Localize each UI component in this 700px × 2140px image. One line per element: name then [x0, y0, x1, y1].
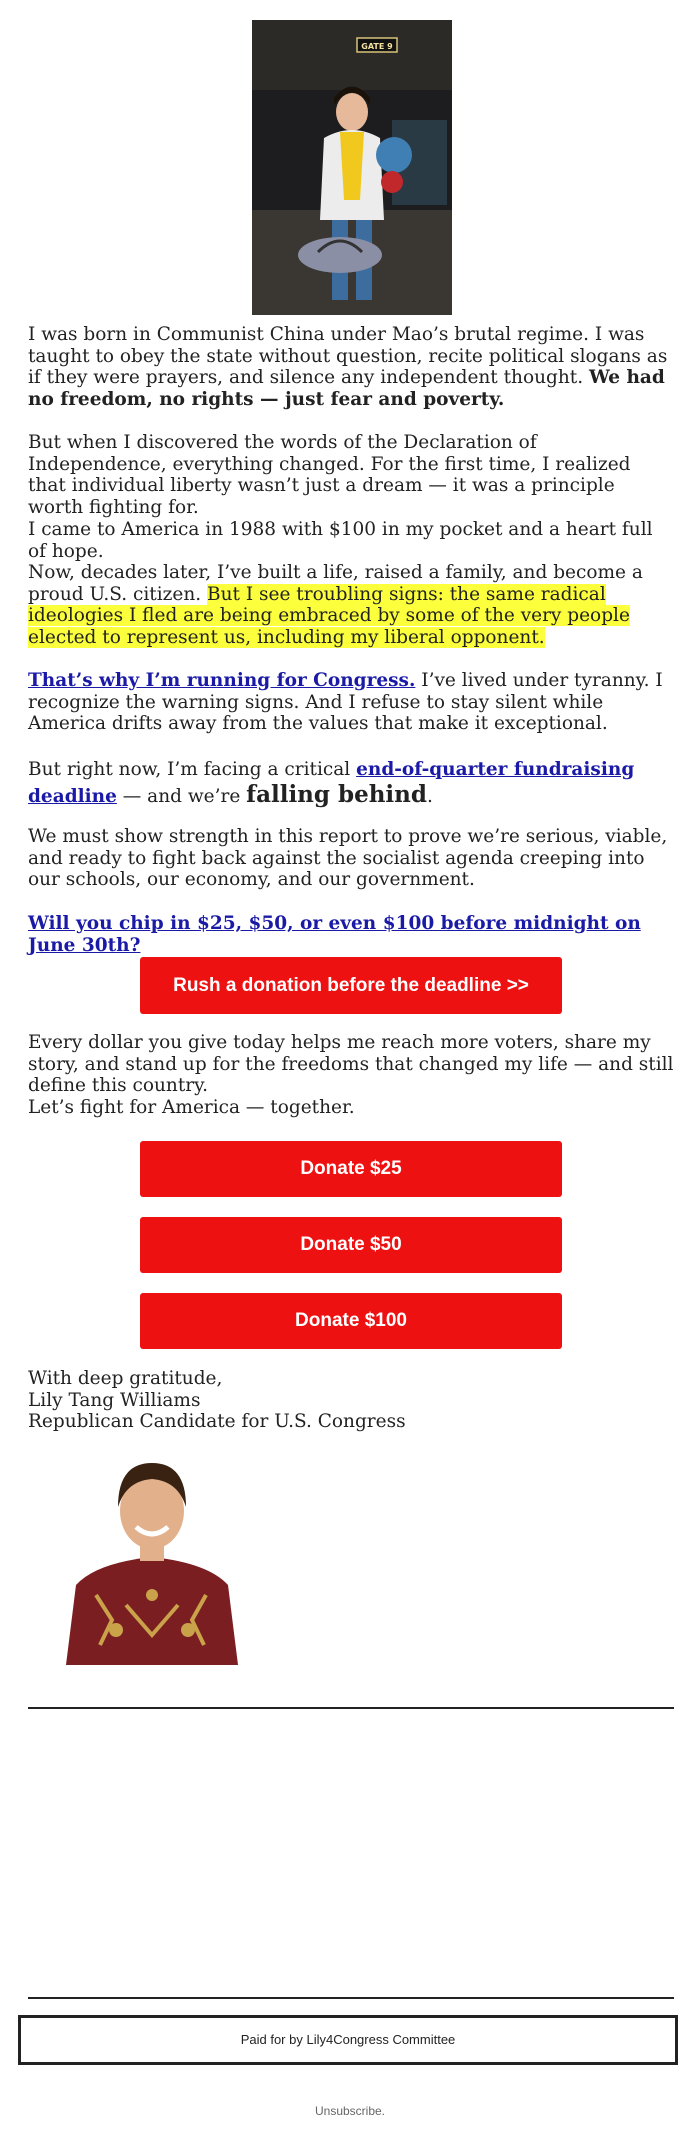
intro-paragraph: I was born in Communist China under Mao’s brutal regime. I was taught to obey the state without question, recite political slogans as if they were prayers, and silence any independent thought. We had no freedom, no rights — just fear and poverty.: [28, 324, 668, 410]
signature-closing: With deep gratitude,: [28, 1368, 223, 1389]
running-paragraph: That’s why I’m running for Congress. I’ve lived under tyranny. I recognize the warning signs. And I refuse to stay silent while America drifts away from the values that make it exceptional.: [28, 670, 663, 734]
ask-paragraph: [28, 913, 674, 956]
signature-name: Lily Tang Williams: [28, 1389, 201, 1411]
divider-bottom: [28, 1997, 674, 1999]
donate-50-button[interactable]: Donate $50: [140, 1217, 562, 1273]
running-for-congress-link[interactable]: That’s why I’m running for Congress.: [28, 670, 416, 691]
airport-photo: [252, 20, 452, 315]
deadline-paragraph: But right now, I’m facing a critical end-of-quarter fundraising deadline — and we’re falling behind.: [28, 759, 635, 808]
donate-25-button[interactable]: Donate $25: [140, 1141, 562, 1197]
paid-for-disclaimer: Paid for by Lily4Congress Committee: [18, 2015, 678, 2065]
falling-behind-text: falling behind: [246, 781, 427, 808]
citizen-paragraph: Now, decades later, I’ve built a life, raised a family, and become a proud U.S. citizen. But I see troubling signs: the same radical ideologies I fled are being embraced by some of the very people elected to represent us, including my liberal opponent.: [28, 562, 643, 648]
portrait-photo: [56, 1445, 248, 1665]
divider-top: [28, 1707, 674, 1709]
unsubscribe-link[interactable]: Unsubscribe.: [314, 2104, 386, 2118]
donate-100-button[interactable]: Donate $100: [140, 1293, 562, 1349]
fight-paragraph: Let’s fight for America — together.: [28, 1097, 355, 1118]
chip-in-link[interactable]: Will you chip in $25, $50, or even $100 before midnight on June 30th?: [28, 913, 641, 956]
fundraising-deadline-link[interactable]: end-of-quarter fundraising deadline: [28, 759, 635, 807]
signature-block: [28, 1368, 674, 1433]
rush-donation-button[interactable]: Rush a donation before the deadline >>: [140, 957, 562, 1014]
highlighted-warning: But I see troubling signs: the same radical ideologies I fled are being embraced by some of the very people elected to represent us, including my liberal opponent.: [28, 583, 630, 648]
strength-paragraph: We must show strength in this report to prove we’re serious, viable, and ready to fight back against the socialist agenda creeping into our schools, our economy, and our government.: [28, 826, 668, 890]
every-dollar-paragraph: Every dollar you give today helps me reach more voters, share my story, and stand up for the freedoms that changed my life — and still define this country.: [28, 1032, 674, 1096]
arrival-paragraph: I came to America in 1988 with $100 in my pocket and a heart full of hope.: [28, 519, 653, 562]
declaration-paragraph: But when I discovered the words of the Declaration of Independence, everything changed. For the first time, I realized that individual liberty wasn’t just a dream — it was a principle worth fighting for.: [28, 432, 631, 518]
svg-text:GATE 9: GATE 9: [361, 42, 393, 51]
signature-title: Republican Candidate for U.S. Congress: [28, 1411, 406, 1432]
